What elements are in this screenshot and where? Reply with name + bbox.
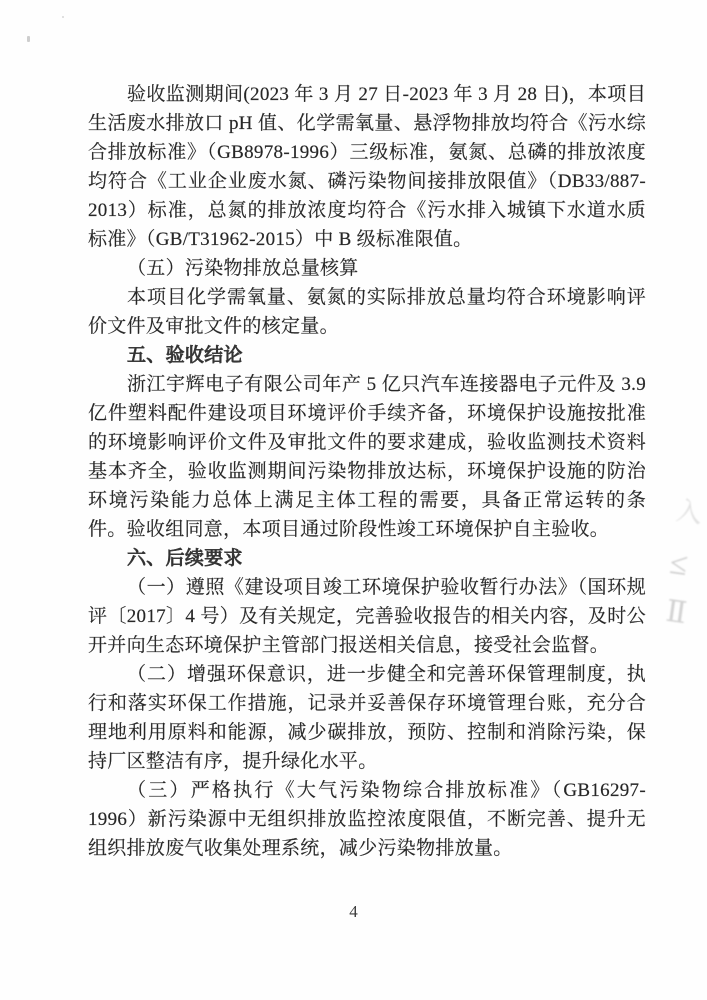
paragraph-pollutant-total: 本项目化学需氧量、氨氮的实际排放总量均符合环境影响评价文件及审批文件的核定量。 xyxy=(88,287,646,337)
paragraph-conclusion: 浙江宇辉电子有限公司年产 5 亿只汽车连接器电子元件及 3.9 亿件塑料配件建设项目环境评价手续齐备，环境保护设施按批准的环境影响评价文件及审批文件的要求建成，验收监测技术资料基本齐全，验收监测期间污染物排放达标，环境保护设施的防治环境污染能力总体上满足主体工程的需要，具备正常运转的条件。验收组同意，本项目通过阶段性竣工环境保护自主验收。 xyxy=(88,374,646,540)
heading-acceptance-conclusion: 五、验收结论 xyxy=(127,345,243,366)
paragraph-followup-3: （三）严格执行《大气污染物综合排放标准》（GB16297-1996）新污染源中无组织排放监控浓度限值，不断完善、提升无组织排放废气收集处理系统，减少污染物排放量。 xyxy=(88,780,646,859)
page-number: 4 xyxy=(349,902,358,921)
document-body xyxy=(88,80,646,863)
scan-speck xyxy=(62,16,64,18)
scan-edge-smudge: Ⅱ xyxy=(663,594,689,631)
subheading-pollutant-total: （五）污染物排放总量核算 xyxy=(127,258,359,279)
paragraph-followup-2: （二）增强环保意识，进一步健全和完善环保管理制度，执行和落实环保工作措施，记录并妥善保存环境管理台账，充分合理地利用原料和能源，减少碳排放，预防、控制和消除污染，保持厂区整洁有序，提升绿化水平。 xyxy=(88,664,646,772)
heading-followup-requirements: 六、后续要求 xyxy=(127,548,243,569)
scan-speck xyxy=(27,36,30,42)
paragraph-monitoring-period: 验收监测期间(2023 年 3 月 27 日-2023 年 3 月 28 日)，本项目生活废水排放口 pH 值、化学需氧量、悬浮物排放均符合《污水综合排放标准》（GB8978-1996）三级标准，氨氮、总磷的排放浓度均符合《工业企业废水氮、磷污染物间接排放限值》（DB33/887-2013）标准，总氮的排放浓度均符合《污水排入城镇下水道水质标准》（GB/T31962-2015）中 B 级标准限值。 xyxy=(88,84,646,250)
scan-edge-smudge: ≤ xyxy=(667,543,690,583)
paragraph-followup-1: （一）遵照《建设项目竣工环境保护验收暂行办法》（国环规评〔2017〕4 号）及有关规定，完善验收报告的相关内容，及时公开并向生态环境保护主管部门报送相关信息，接受社会监督。 xyxy=(88,577,646,656)
scan-edge-smudge: 入 xyxy=(674,496,704,529)
